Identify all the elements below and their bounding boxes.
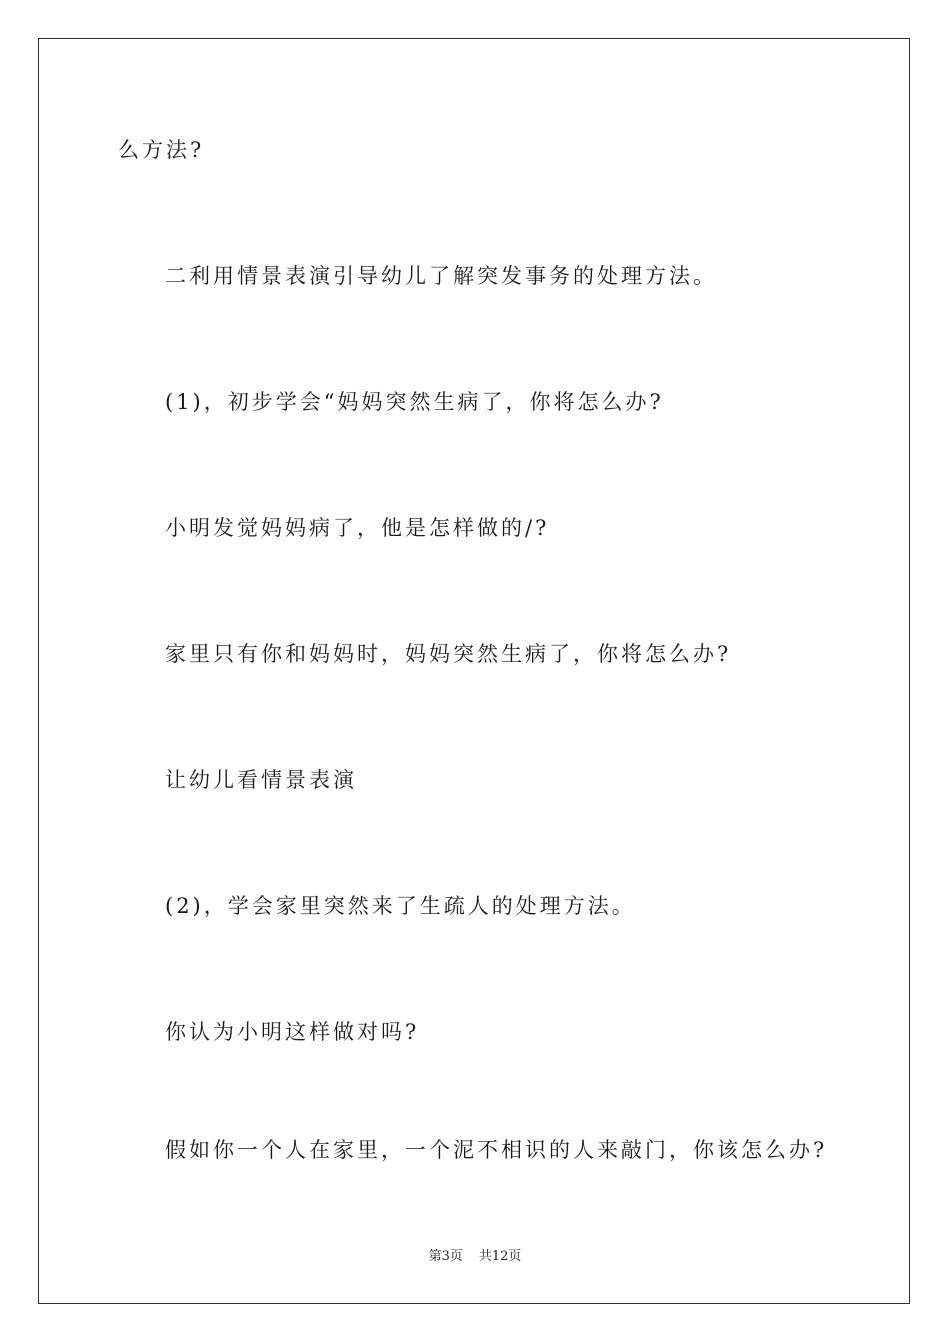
paragraph-line: 让幼儿看情景表演 xyxy=(165,768,357,792)
paragraph-line: 二利用情景表演引导幼儿了解突发事务的处理方法。 xyxy=(165,264,717,288)
paragraph-line: (2)，学会家里突然来了生疏人的处理方法。 xyxy=(165,894,636,918)
paragraph-line: 家里只有你和妈妈时，妈妈突然生病了，你将怎么办? xyxy=(165,642,732,666)
page-number: 第3页 xyxy=(428,1249,463,1264)
page-footer xyxy=(0,1248,950,1266)
paragraph-line: 假如你一个人在家里，一个泥不相识的人来敲门，你该怎么办? xyxy=(165,1138,828,1162)
paragraph-line: 么方法? xyxy=(118,138,205,162)
page-total: 共12页 xyxy=(478,1249,522,1264)
page-frame xyxy=(38,38,910,1304)
paragraph-line: (1)，初步学会“妈妈突然生病了，你将怎么办? xyxy=(165,390,664,414)
paragraph-line: 你认为小明这样做对吗? xyxy=(165,1020,420,1044)
paragraph-line: 小明发觉妈妈病了，他是怎样做的/? xyxy=(165,516,550,540)
